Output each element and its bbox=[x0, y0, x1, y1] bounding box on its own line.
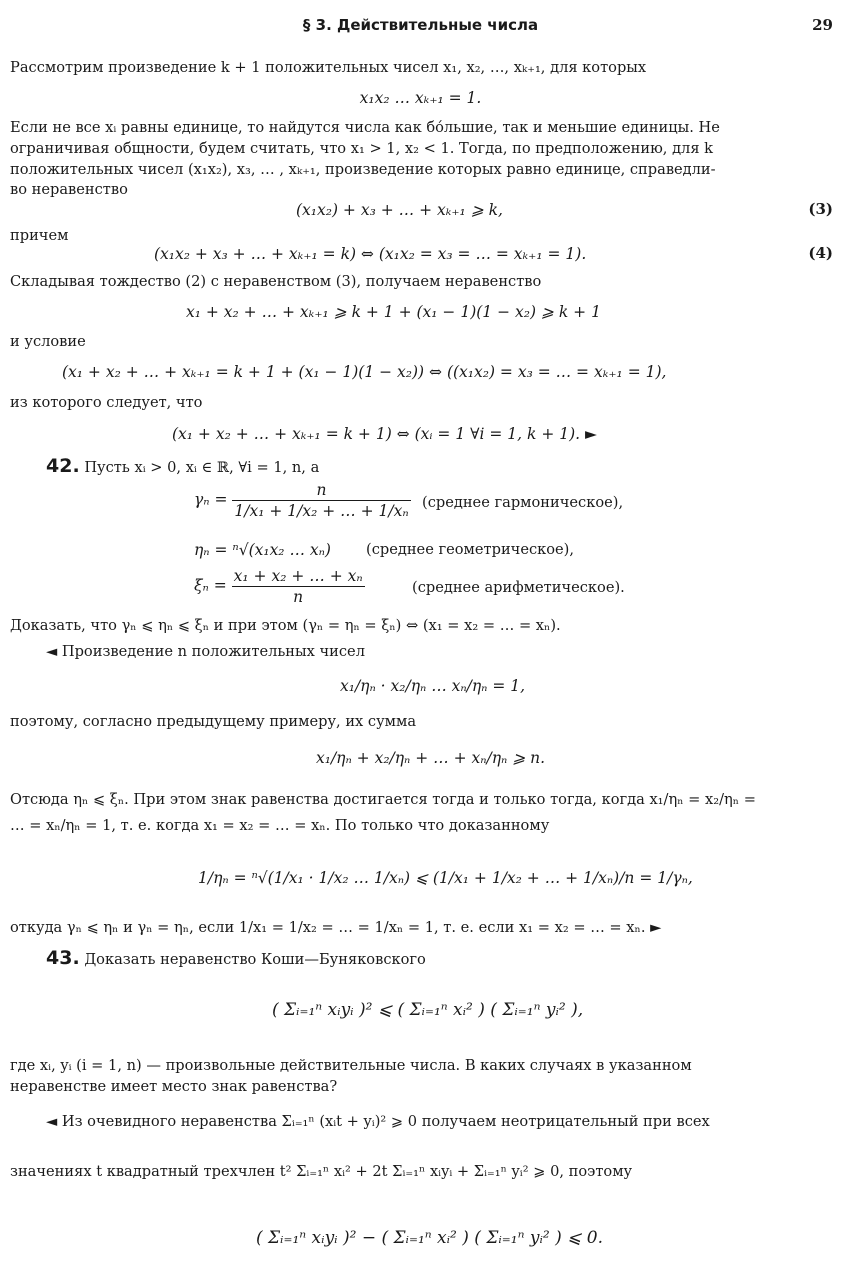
text-line: Отсюда ηₙ ⩽ ξₙ. При этом знак равенства достигается тогда и только тогда, когда x₁/ηₙ = x₂/ηₙ = bbox=[10, 791, 756, 808]
text-line: поэтому, согласно предыдущему примеру, их сумма bbox=[10, 713, 417, 730]
gamma-numerator: n bbox=[232, 480, 410, 501]
equation: x₁/ηₙ · x₂/ηₙ … xₙ/ηₙ = 1, bbox=[340, 677, 526, 695]
equation: (x₁x₂) + x₃ + … + xₖ₊₁ ⩾ k, bbox=[296, 201, 503, 219]
equation: (x₁x₂ + x₃ + … + xₖ₊₁ = k) ⇔ (x₁x₂ = x₃ = … = xₖ₊₁ = 1). bbox=[154, 245, 587, 263]
equation: x₁ + x₂ + … + xₖ₊₁ ⩾ k + 1 + (x₁ − 1)(1 − x₂) ⩾ k + 1 bbox=[186, 303, 601, 321]
xi-denominator: n bbox=[293, 588, 304, 606]
geometric-mean-formula: ηₙ = ⁿ√(x₁x₂ … xₙ) bbox=[194, 541, 331, 559]
text-line: и условие bbox=[10, 333, 86, 350]
gamma-lhs: γₙ = bbox=[194, 490, 228, 509]
gamma-denominator: 1/x₁ + 1/x₂ + … + 1/xₙ bbox=[234, 502, 409, 520]
text-line: во неравенство bbox=[10, 181, 128, 198]
text-line: значениях t квадратный трехчлен t² Σᵢ₌₁ⁿ xᵢ² + 2t Σᵢ₌₁ⁿ xᵢyᵢ + Σᵢ₌₁ⁿ yᵢ² ⩾ 0, поэтому bbox=[10, 1163, 633, 1180]
problem-text: Доказать неравенство Коши—Буняковского bbox=[84, 951, 426, 968]
text-line: неравенстве имеет место знак равенства? bbox=[10, 1078, 338, 1095]
section-header: § 3. Действительные числа bbox=[302, 16, 539, 34]
text-line: Доказать, что γₙ ⩽ ηₙ ⩽ ξₙ и при этом (γₙ = ηₙ = ξₙ) ⇔ (x₁ = x₂ = … = xₙ). bbox=[10, 617, 561, 634]
xi-numerator: x₁ + x₂ + … + xₙ bbox=[233, 567, 363, 585]
eta-note: (среднее геометрическое), bbox=[366, 541, 575, 558]
text-line: ◄ Произведение n положительных чисел bbox=[46, 643, 365, 660]
arithmetic-mean-formula bbox=[194, 566, 365, 607]
equation: 1/ηₙ = ⁿ√(1/x₁ · 1/x₂ … 1/xₙ) ⩽ (1/x₁ + 1/x₂ + … + 1/xₙ)/n = 1/γₙ, bbox=[198, 869, 693, 887]
text-line: Если не все xᵢ равны единице, то найдутся числа как бо́льшие, так и меньшие единицы. Не bbox=[10, 119, 720, 136]
text-line: ◄ Из очевидного неравенства Σᵢ₌₁ⁿ (xᵢt + yᵢ)² ⩾ 0 получаем неотрицательный при всех bbox=[46, 1113, 710, 1130]
equation: x₁x₂ … xₖ₊₁ = 1. bbox=[359, 89, 482, 107]
text-line: где xᵢ, yᵢ (i = 1, n) — произвольные действительные числа. В каких случаях в указанном bbox=[10, 1057, 692, 1074]
equation: x₁/ηₙ + x₂/ηₙ + … + xₙ/ηₙ ⩾ n. bbox=[316, 749, 546, 767]
harmonic-mean-formula bbox=[194, 480, 411, 521]
equation: ( Σᵢ₌₁ⁿ xᵢyᵢ )² − ( Σᵢ₌₁ⁿ xᵢ² ) ( Σᵢ₌₁ⁿ yᵢ² ) ⩽ 0. bbox=[256, 1228, 604, 1248]
problem-number: 42. bbox=[46, 455, 80, 477]
gamma-note: (среднее гармоническое), bbox=[422, 494, 624, 511]
cauchy-inequality: ( Σᵢ₌₁ⁿ xᵢyᵢ )² ⩽ ( Σᵢ₌₁ⁿ xᵢ² ) ( Σᵢ₌₁ⁿ yᵢ² ), bbox=[272, 1000, 584, 1020]
text-line: ограничивая общности, будем считать, что x₁ > 1, x₂ < 1. Тогда, по предположению, для k bbox=[10, 140, 714, 157]
text-line: откуда γₙ ⩽ ηₙ и γₙ = ηₙ, если 1/x₁ = 1/x₂ = … = 1/xₙ = 1, т. е. если x₁ = x₂ = … = xₙ. ► bbox=[10, 919, 662, 936]
equation: (x₁ + x₂ + … + xₖ₊₁ = k + 1 + (x₁ − 1)(1 − x₂)) ⇔ ((x₁x₂) = x₃ = … = xₖ₊₁ = 1), bbox=[62, 363, 667, 381]
text-line: причем bbox=[10, 227, 69, 244]
problem-42-heading bbox=[46, 456, 833, 478]
equation: (x₁ + x₂ + … + xₖ₊₁ = k + 1) ⇔ (xᵢ = 1 ∀i = 1, k + 1). ► bbox=[172, 425, 597, 443]
problem-number: 43. bbox=[46, 947, 80, 969]
problem-text: Пусть xᵢ > 0, xᵢ ∈ ℝ, ∀i = 1, n, а bbox=[84, 459, 320, 476]
equation-number: (4) bbox=[808, 244, 833, 262]
page-number: 29 bbox=[812, 16, 833, 34]
xi-lhs: ξₙ = bbox=[194, 576, 227, 595]
text-line: положительных чисел (x₁x₂), x₃, … , xₖ₊₁, произведение которых равно единице, справедли- bbox=[10, 161, 716, 178]
text-line: из которого следует, что bbox=[10, 394, 203, 411]
text-line: … = xₙ/ηₙ = 1, т. е. когда x₁ = x₂ = … = xₙ. По только что доказанному bbox=[10, 817, 550, 834]
text-line: Рассмотрим произведение k + 1 положительных чисел x₁, x₂, …, xₖ₊₁, для которых bbox=[10, 59, 647, 76]
xi-fraction bbox=[232, 566, 365, 607]
xi-note: (среднее арифметическое). bbox=[412, 579, 625, 596]
equation-number: (3) bbox=[808, 200, 833, 218]
text-line: Складывая тождество (2) с неравенством (3), получаем неравенство bbox=[10, 273, 542, 290]
gamma-fraction bbox=[232, 480, 410, 521]
problem-43-heading bbox=[46, 948, 833, 970]
